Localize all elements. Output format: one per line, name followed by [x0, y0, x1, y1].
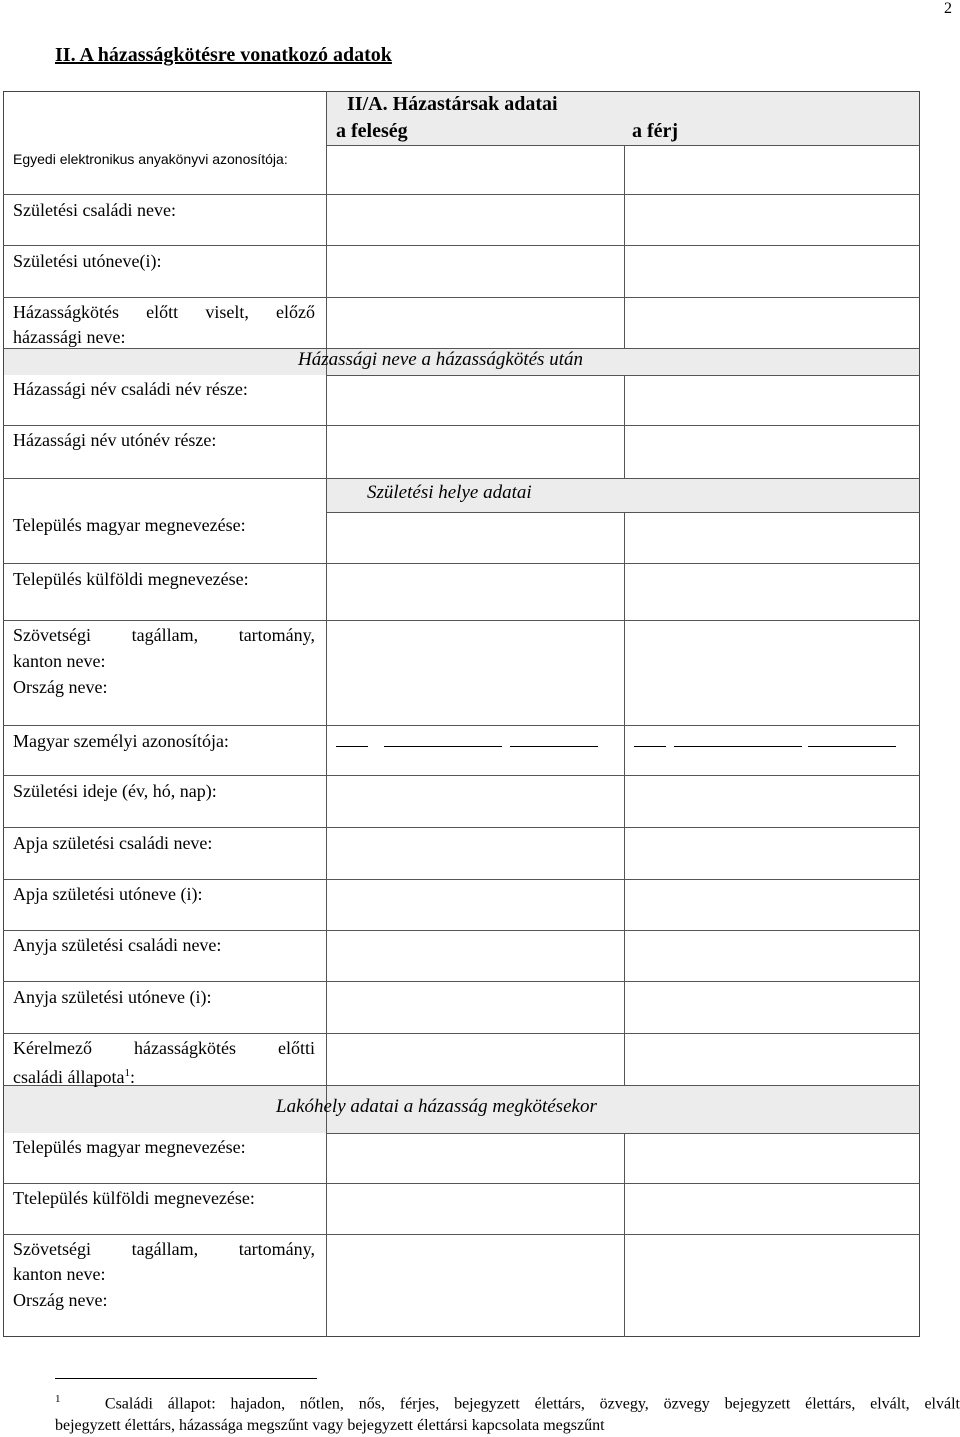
label-eaa: Egyedi elektronikus anyakönyvi azonosítója: — [13, 151, 288, 167]
subheader-married-name: Házassági neve a házasságkötés után — [298, 349, 583, 370]
row-divider — [326, 375, 920, 376]
footnote-ref: 1 — [124, 1067, 130, 1079]
wife-husband-divider — [624, 1133, 625, 1337]
row-divider — [3, 879, 920, 880]
label-birth-city-hu: Település magyar megnevezése: — [13, 515, 246, 535]
section-title: II. A házasságkötésre vonatkozó adatok — [55, 44, 392, 66]
row-divider — [3, 725, 920, 726]
label-res-state-line1: Szövetségi tagállam, tartomány, — [13, 1239, 315, 1259]
label-father-family: Apja születési családi neve: — [13, 833, 213, 853]
footnote-rule — [55, 1378, 317, 1379]
label-res-state-line2: kanton neve: — [13, 1264, 106, 1284]
label-birth-given-names: Születési utóneve(i): — [13, 251, 162, 271]
row-divider — [3, 1085, 920, 1086]
id-blank-wife-2 — [384, 746, 502, 747]
row-divider — [3, 981, 920, 982]
row-divider — [3, 1183, 920, 1184]
label-status-line2: családi állapota$^1$: — [13, 1067, 135, 1087]
label-married-given-part: Házassági név utónév része: — [13, 430, 217, 450]
row-divider — [3, 297, 920, 298]
label-res-city-foreign: Ttelepülés külföldi megnevezése: — [13, 1188, 255, 1208]
label-personal-id: Magyar személyi azonosítója: — [13, 731, 229, 751]
row-divider — [3, 827, 920, 828]
label-birth-date: Születési ideje (év, hó, nap): — [13, 781, 217, 801]
label-status-line1: Kérelmező házasságkötés előtti — [13, 1038, 315, 1058]
footnote — [55, 1388, 960, 1437]
row-divider — [3, 620, 920, 621]
column-header-wife: a feleség — [336, 120, 408, 142]
label-res-country: Ország neve: — [13, 1290, 108, 1310]
subheader-birthplace: Születési helye adatai — [367, 482, 532, 503]
row-divider — [3, 425, 920, 426]
page-number: 2 — [944, 0, 952, 17]
label-father-given: Apja születési utóneve (i): — [13, 884, 203, 904]
table-title: II/A. Házastársak adatai — [347, 93, 558, 115]
footnote-text-1: Családi állapot: hajadon, nőtlen, nős, férjes, bejegyzett élettárs, özvegy, özvegy bejegyzett élettárs, elvált, elvált — [104, 1395, 960, 1413]
row-divider — [3, 1033, 920, 1034]
wife-husband-divider — [624, 512, 625, 1085]
row-divider — [326, 1133, 920, 1134]
column-header-husband: a férj — [632, 120, 679, 142]
row-divider — [3, 930, 920, 931]
id-blank-wife-3 — [510, 746, 598, 747]
id-blank-husband-1 — [634, 746, 666, 747]
row-divider — [3, 563, 920, 564]
label-birth-state-line1: Szövetségi tagállam, tartomány, — [13, 625, 315, 645]
footnote-marker: 1 — [55, 1393, 61, 1405]
row-divider — [326, 145, 920, 146]
wife-husband-divider — [624, 375, 625, 478]
label-birth-state-line2: kanton neve: — [13, 651, 106, 671]
label-res-city-hu: Település magyar megnevezése: — [13, 1137, 246, 1157]
footnote-text-2: bejegyzett élettárs, házassága megszűnt vagy bejegyzett élettársi kapcsolata megszűnt — [55, 1417, 605, 1435]
label-prev-name-line2: házassági neve: — [13, 327, 126, 347]
wife-husband-divider — [624, 145, 625, 348]
row-divider — [3, 775, 920, 776]
label-prev-name-line1: Házasságkötés előtt viselt, előző — [13, 302, 315, 322]
label-birth-family-name: Születési családi neve: — [13, 200, 176, 220]
label-birth-country: Ország neve: — [13, 677, 108, 697]
row-divider — [3, 1234, 920, 1235]
label-mother-family: Anyja születési családi neve: — [13, 935, 222, 955]
label-birth-city-foreign: Település külföldi megnevezése: — [13, 569, 249, 589]
label-mother-given: Anyja születési utóneve (i): — [13, 987, 212, 1007]
label-married-family-part: Házassági név családi név része: — [13, 379, 248, 399]
id-blank-husband-3 — [808, 746, 896, 747]
row-divider — [3, 194, 920, 195]
label-column-divider — [326, 91, 327, 1337]
row-divider — [3, 478, 920, 479]
row-divider — [3, 245, 920, 246]
subheader-residence: Lakóhely adatai a házasság megkötésekor — [276, 1096, 597, 1117]
row-divider — [326, 512, 920, 513]
id-blank-husband-2 — [674, 746, 802, 747]
id-blank-wife-1 — [336, 746, 368, 747]
